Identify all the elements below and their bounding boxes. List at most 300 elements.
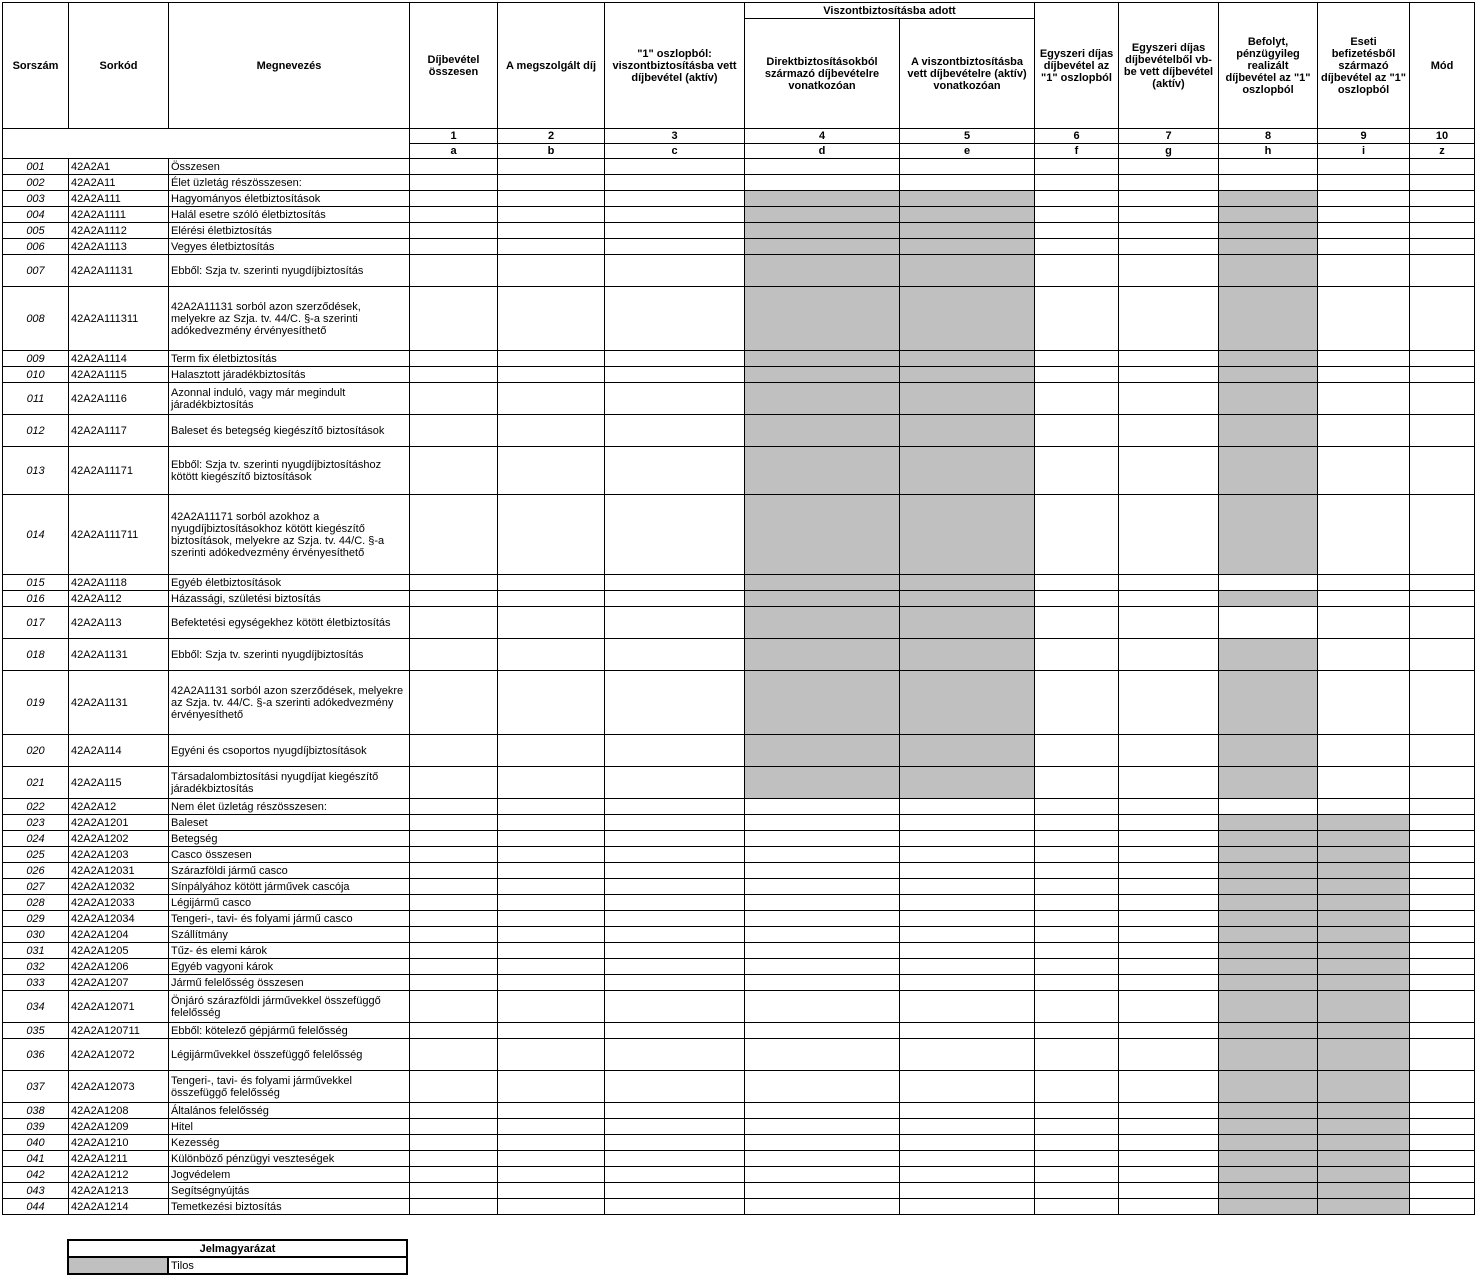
input-cell[interactable] [605, 1183, 745, 1199]
input-cell[interactable] [410, 815, 498, 831]
input-cell[interactable] [1119, 831, 1219, 847]
input-cell[interactable] [498, 1103, 605, 1119]
input-cell[interactable] [498, 1071, 605, 1103]
input-cell[interactable] [1035, 159, 1119, 175]
input-cell[interactable] [605, 575, 745, 591]
input-cell[interactable] [900, 1183, 1035, 1199]
input-cell[interactable] [1119, 1151, 1219, 1167]
input-cell[interactable] [900, 1023, 1035, 1039]
input-cell[interactable] [410, 639, 498, 671]
input-cell[interactable] [410, 575, 498, 591]
input-cell[interactable] [1035, 255, 1119, 287]
input-cell[interactable] [1410, 1183, 1475, 1199]
input-cell[interactable] [1410, 287, 1475, 351]
input-cell[interactable] [1035, 911, 1119, 927]
input-cell[interactable] [410, 735, 498, 767]
input-cell[interactable] [605, 1119, 745, 1135]
input-cell[interactable] [1035, 927, 1119, 943]
input-cell[interactable] [498, 911, 605, 927]
input-cell[interactable] [1318, 255, 1410, 287]
input-cell[interactable] [900, 1167, 1035, 1183]
input-cell[interactable] [1410, 991, 1475, 1023]
input-cell[interactable] [745, 1071, 900, 1103]
input-cell[interactable] [605, 1199, 745, 1215]
input-cell[interactable] [605, 415, 745, 447]
input-cell[interactable] [1410, 1071, 1475, 1103]
input-cell[interactable] [900, 863, 1035, 879]
input-cell[interactable] [498, 767, 605, 799]
input-cell[interactable] [498, 959, 605, 975]
input-cell[interactable] [745, 1151, 900, 1167]
input-cell[interactable] [1119, 351, 1219, 367]
input-cell[interactable] [1318, 287, 1410, 351]
input-cell[interactable] [498, 671, 605, 735]
input-cell[interactable] [605, 383, 745, 415]
input-cell[interactable] [605, 591, 745, 607]
input-cell[interactable] [1219, 607, 1318, 639]
input-cell[interactable] [410, 495, 498, 575]
input-cell[interactable] [498, 1167, 605, 1183]
input-cell[interactable] [1119, 1023, 1219, 1039]
input-cell[interactable] [498, 351, 605, 367]
input-cell[interactable] [1119, 911, 1219, 927]
input-cell[interactable] [1035, 607, 1119, 639]
input-cell[interactable] [745, 879, 900, 895]
input-cell[interactable] [1035, 639, 1119, 671]
input-cell[interactable] [745, 831, 900, 847]
input-cell[interactable] [900, 991, 1035, 1023]
input-cell[interactable] [605, 991, 745, 1023]
input-cell[interactable] [1119, 799, 1219, 815]
input-cell[interactable] [605, 671, 745, 735]
input-cell[interactable] [1035, 1183, 1119, 1199]
input-cell[interactable] [605, 639, 745, 671]
input-cell[interactable] [498, 383, 605, 415]
input-cell[interactable] [1410, 1103, 1475, 1119]
input-cell[interactable] [1119, 1135, 1219, 1151]
input-cell[interactable] [605, 495, 745, 575]
input-cell[interactable] [745, 175, 900, 191]
input-cell[interactable] [900, 975, 1035, 991]
input-cell[interactable] [498, 927, 605, 943]
input-cell[interactable] [605, 959, 745, 975]
input-cell[interactable] [605, 815, 745, 831]
input-cell[interactable] [410, 927, 498, 943]
input-cell[interactable] [1035, 1119, 1119, 1135]
input-cell[interactable] [745, 895, 900, 911]
input-cell[interactable] [498, 591, 605, 607]
input-cell[interactable] [605, 767, 745, 799]
input-cell[interactable] [1318, 175, 1410, 191]
input-cell[interactable] [498, 847, 605, 863]
input-cell[interactable] [1119, 975, 1219, 991]
input-cell[interactable] [410, 1103, 498, 1119]
input-cell[interactable] [1318, 447, 1410, 495]
input-cell[interactable] [1410, 383, 1475, 415]
input-cell[interactable] [900, 815, 1035, 831]
input-cell[interactable] [1119, 239, 1219, 255]
input-cell[interactable] [410, 847, 498, 863]
input-cell[interactable] [410, 991, 498, 1023]
input-cell[interactable] [1119, 495, 1219, 575]
input-cell[interactable] [498, 895, 605, 911]
input-cell[interactable] [410, 191, 498, 207]
input-cell[interactable] [1318, 735, 1410, 767]
input-cell[interactable] [1410, 591, 1475, 607]
input-cell[interactable] [1035, 239, 1119, 255]
input-cell[interactable] [410, 287, 498, 351]
input-cell[interactable] [1119, 223, 1219, 239]
input-cell[interactable] [900, 175, 1035, 191]
input-cell[interactable] [1119, 991, 1219, 1023]
input-cell[interactable] [745, 1199, 900, 1215]
input-cell[interactable] [605, 735, 745, 767]
input-cell[interactable] [1119, 607, 1219, 639]
input-cell[interactable] [900, 1103, 1035, 1119]
input-cell[interactable] [1410, 351, 1475, 367]
input-cell[interactable] [498, 991, 605, 1023]
input-cell[interactable] [605, 191, 745, 207]
input-cell[interactable] [410, 1039, 498, 1071]
input-cell[interactable] [498, 831, 605, 847]
input-cell[interactable] [1119, 159, 1219, 175]
input-cell[interactable] [1035, 175, 1119, 191]
input-cell[interactable] [900, 943, 1035, 959]
input-cell[interactable] [1035, 447, 1119, 495]
input-cell[interactable] [1119, 207, 1219, 223]
input-cell[interactable] [1410, 223, 1475, 239]
input-cell[interactable] [1410, 1151, 1475, 1167]
input-cell[interactable] [410, 1151, 498, 1167]
input-cell[interactable] [1119, 1199, 1219, 1215]
input-cell[interactable] [1410, 847, 1475, 863]
input-cell[interactable] [498, 1151, 605, 1167]
input-cell[interactable] [745, 1023, 900, 1039]
input-cell[interactable] [605, 1039, 745, 1071]
input-cell[interactable] [410, 943, 498, 959]
input-cell[interactable] [1410, 447, 1475, 495]
input-cell[interactable] [1035, 1023, 1119, 1039]
input-cell[interactable] [605, 895, 745, 911]
input-cell[interactable] [1410, 495, 1475, 575]
input-cell[interactable] [900, 847, 1035, 863]
input-cell[interactable] [605, 831, 745, 847]
input-cell[interactable] [410, 1119, 498, 1135]
input-cell[interactable] [745, 1103, 900, 1119]
input-cell[interactable] [1119, 671, 1219, 735]
input-cell[interactable] [1410, 1039, 1475, 1071]
input-cell[interactable] [1035, 383, 1119, 415]
input-cell[interactable] [498, 607, 605, 639]
input-cell[interactable] [410, 255, 498, 287]
input-cell[interactable] [605, 239, 745, 255]
input-cell[interactable] [1410, 911, 1475, 927]
input-cell[interactable] [498, 735, 605, 767]
input-cell[interactable] [1410, 831, 1475, 847]
input-cell[interactable] [1119, 735, 1219, 767]
input-cell[interactable] [410, 1071, 498, 1103]
input-cell[interactable] [1035, 367, 1119, 383]
input-cell[interactable] [1318, 767, 1410, 799]
input-cell[interactable] [410, 671, 498, 735]
input-cell[interactable] [1318, 351, 1410, 367]
input-cell[interactable] [1119, 255, 1219, 287]
input-cell[interactable] [410, 911, 498, 927]
input-cell[interactable] [498, 159, 605, 175]
input-cell[interactable] [1035, 879, 1119, 895]
input-cell[interactable] [605, 287, 745, 351]
input-cell[interactable] [605, 1023, 745, 1039]
input-cell[interactable] [1410, 927, 1475, 943]
input-cell[interactable] [498, 223, 605, 239]
input-cell[interactable] [1119, 863, 1219, 879]
input-cell[interactable] [1119, 1071, 1219, 1103]
input-cell[interactable] [410, 1183, 498, 1199]
input-cell[interactable] [1410, 1119, 1475, 1135]
input-cell[interactable] [745, 911, 900, 927]
input-cell[interactable] [410, 591, 498, 607]
input-cell[interactable] [1410, 799, 1475, 815]
input-cell[interactable] [1035, 1135, 1119, 1151]
input-cell[interactable] [605, 799, 745, 815]
input-cell[interactable] [1410, 879, 1475, 895]
input-cell[interactable] [745, 815, 900, 831]
input-cell[interactable] [498, 447, 605, 495]
input-cell[interactable] [1035, 671, 1119, 735]
input-cell[interactable] [1410, 255, 1475, 287]
input-cell[interactable] [498, 1135, 605, 1151]
input-cell[interactable] [1318, 159, 1410, 175]
input-cell[interactable] [1410, 1199, 1475, 1215]
input-cell[interactable] [1035, 591, 1119, 607]
input-cell[interactable] [410, 799, 498, 815]
input-cell[interactable] [1410, 607, 1475, 639]
input-cell[interactable] [900, 159, 1035, 175]
input-cell[interactable] [745, 847, 900, 863]
input-cell[interactable] [1035, 735, 1119, 767]
input-cell[interactable] [900, 1071, 1035, 1103]
input-cell[interactable] [1410, 767, 1475, 799]
input-cell[interactable] [900, 879, 1035, 895]
input-cell[interactable] [900, 927, 1035, 943]
input-cell[interactable] [1410, 191, 1475, 207]
input-cell[interactable] [745, 863, 900, 879]
input-cell[interactable] [1219, 575, 1318, 591]
input-cell[interactable] [900, 1119, 1035, 1135]
input-cell[interactable] [605, 879, 745, 895]
input-cell[interactable] [1119, 639, 1219, 671]
input-cell[interactable] [1119, 815, 1219, 831]
input-cell[interactable] [605, 207, 745, 223]
input-cell[interactable] [1035, 799, 1119, 815]
input-cell[interactable] [1035, 895, 1119, 911]
input-cell[interactable] [1035, 1199, 1119, 1215]
input-cell[interactable] [498, 863, 605, 879]
input-cell[interactable] [1318, 207, 1410, 223]
input-cell[interactable] [605, 927, 745, 943]
input-cell[interactable] [1035, 975, 1119, 991]
input-cell[interactable] [498, 1023, 605, 1039]
input-cell[interactable] [410, 175, 498, 191]
input-cell[interactable] [1219, 799, 1318, 815]
input-cell[interactable] [410, 975, 498, 991]
input-cell[interactable] [410, 879, 498, 895]
input-cell[interactable] [1410, 415, 1475, 447]
input-cell[interactable] [605, 367, 745, 383]
input-cell[interactable] [605, 607, 745, 639]
input-cell[interactable] [498, 255, 605, 287]
input-cell[interactable] [900, 895, 1035, 911]
input-cell[interactable] [1035, 287, 1119, 351]
input-cell[interactable] [900, 959, 1035, 975]
input-cell[interactable] [410, 959, 498, 975]
input-cell[interactable] [1318, 495, 1410, 575]
input-cell[interactable] [410, 831, 498, 847]
input-cell[interactable] [605, 351, 745, 367]
input-cell[interactable] [745, 959, 900, 975]
input-cell[interactable] [498, 799, 605, 815]
input-cell[interactable] [605, 1167, 745, 1183]
input-cell[interactable] [498, 367, 605, 383]
input-cell[interactable] [1035, 831, 1119, 847]
input-cell[interactable] [1119, 767, 1219, 799]
input-cell[interactable] [410, 159, 498, 175]
input-cell[interactable] [1035, 959, 1119, 975]
input-cell[interactable] [1035, 191, 1119, 207]
input-cell[interactable] [745, 991, 900, 1023]
input-cell[interactable] [410, 1167, 498, 1183]
input-cell[interactable] [1035, 1167, 1119, 1183]
input-cell[interactable] [1035, 1071, 1119, 1103]
input-cell[interactable] [745, 159, 900, 175]
input-cell[interactable] [1035, 863, 1119, 879]
input-cell[interactable] [1410, 671, 1475, 735]
input-cell[interactable] [605, 1151, 745, 1167]
input-cell[interactable] [1119, 1039, 1219, 1071]
input-cell[interactable] [605, 975, 745, 991]
input-cell[interactable] [1035, 815, 1119, 831]
input-cell[interactable] [1035, 847, 1119, 863]
input-cell[interactable] [1410, 239, 1475, 255]
input-cell[interactable] [1035, 495, 1119, 575]
input-cell[interactable] [1119, 575, 1219, 591]
input-cell[interactable] [605, 863, 745, 879]
input-cell[interactable] [410, 1135, 498, 1151]
input-cell[interactable] [1410, 975, 1475, 991]
input-cell[interactable] [605, 943, 745, 959]
input-cell[interactable] [1410, 367, 1475, 383]
input-cell[interactable] [1119, 1167, 1219, 1183]
input-cell[interactable] [1318, 639, 1410, 671]
input-cell[interactable] [745, 975, 900, 991]
input-cell[interactable] [605, 175, 745, 191]
input-cell[interactable] [745, 1135, 900, 1151]
input-cell[interactable] [1410, 1135, 1475, 1151]
input-cell[interactable] [1318, 191, 1410, 207]
input-cell[interactable] [1119, 415, 1219, 447]
input-cell[interactable] [410, 207, 498, 223]
input-cell[interactable] [410, 351, 498, 367]
input-cell[interactable] [1410, 815, 1475, 831]
input-cell[interactable] [1119, 367, 1219, 383]
input-cell[interactable] [498, 239, 605, 255]
input-cell[interactable] [1410, 1023, 1475, 1039]
input-cell[interactable] [1410, 159, 1475, 175]
input-cell[interactable] [410, 863, 498, 879]
input-cell[interactable] [1119, 175, 1219, 191]
input-cell[interactable] [900, 1039, 1035, 1071]
input-cell[interactable] [1119, 1103, 1219, 1119]
input-cell[interactable] [1035, 943, 1119, 959]
input-cell[interactable] [1119, 959, 1219, 975]
input-cell[interactable] [1219, 175, 1318, 191]
input-cell[interactable] [498, 575, 605, 591]
input-cell[interactable] [900, 799, 1035, 815]
input-cell[interactable] [605, 911, 745, 927]
input-cell[interactable] [1410, 207, 1475, 223]
input-cell[interactable] [1410, 863, 1475, 879]
input-cell[interactable] [1035, 351, 1119, 367]
input-cell[interactable] [745, 927, 900, 943]
input-cell[interactable] [498, 495, 605, 575]
input-cell[interactable] [900, 1199, 1035, 1215]
input-cell[interactable] [1410, 943, 1475, 959]
input-cell[interactable] [410, 895, 498, 911]
input-cell[interactable] [605, 847, 745, 863]
input-cell[interactable] [1318, 239, 1410, 255]
input-cell[interactable] [745, 1167, 900, 1183]
input-cell[interactable] [410, 767, 498, 799]
input-cell[interactable] [1035, 1103, 1119, 1119]
input-cell[interactable] [498, 191, 605, 207]
input-cell[interactable] [1119, 927, 1219, 943]
input-cell[interactable] [1318, 591, 1410, 607]
input-cell[interactable] [1119, 1119, 1219, 1135]
input-cell[interactable] [605, 159, 745, 175]
input-cell[interactable] [605, 223, 745, 239]
input-cell[interactable] [410, 239, 498, 255]
input-cell[interactable] [1119, 895, 1219, 911]
input-cell[interactable] [1119, 191, 1219, 207]
input-cell[interactable] [1035, 415, 1119, 447]
input-cell[interactable] [498, 1119, 605, 1135]
input-cell[interactable] [1119, 383, 1219, 415]
input-cell[interactable] [498, 175, 605, 191]
input-cell[interactable] [498, 1039, 605, 1071]
input-cell[interactable] [1318, 415, 1410, 447]
input-cell[interactable] [410, 1199, 498, 1215]
input-cell[interactable] [410, 1023, 498, 1039]
input-cell[interactable] [498, 287, 605, 351]
input-cell[interactable] [1410, 959, 1475, 975]
input-cell[interactable] [1318, 799, 1410, 815]
input-cell[interactable] [410, 367, 498, 383]
input-cell[interactable] [1410, 735, 1475, 767]
input-cell[interactable] [1035, 991, 1119, 1023]
input-cell[interactable] [1318, 223, 1410, 239]
input-cell[interactable] [1119, 879, 1219, 895]
input-cell[interactable] [498, 415, 605, 447]
input-cell[interactable] [498, 207, 605, 223]
input-cell[interactable] [498, 879, 605, 895]
input-cell[interactable] [1410, 639, 1475, 671]
input-cell[interactable] [900, 911, 1035, 927]
input-cell[interactable] [1410, 575, 1475, 591]
input-cell[interactable] [1035, 207, 1119, 223]
input-cell[interactable] [1410, 1167, 1475, 1183]
input-cell[interactable] [1119, 1183, 1219, 1199]
input-cell[interactable] [1318, 383, 1410, 415]
